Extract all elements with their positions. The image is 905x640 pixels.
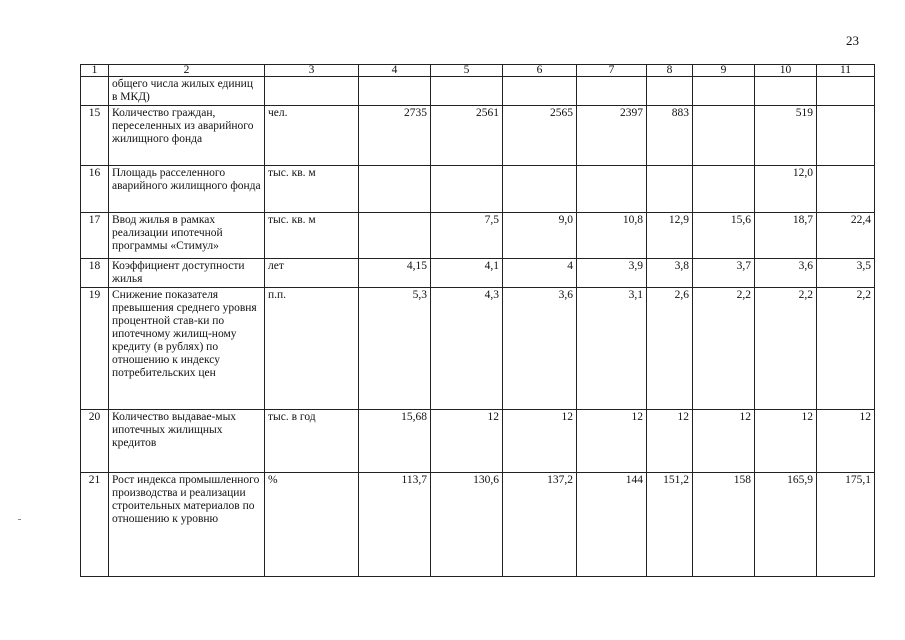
unit-cell: тыс. кв. м	[265, 213, 359, 259]
value-cell: 2,2	[693, 288, 755, 410]
value-cell	[693, 77, 755, 106]
header-cell: 4	[359, 65, 431, 77]
value-cell	[431, 77, 503, 106]
value-cell: 12	[431, 410, 503, 473]
table-row	[81, 473, 875, 577]
header-cell: 2	[109, 65, 265, 77]
unit-cell: тыс. кв. м	[265, 166, 359, 213]
row-number: 21	[81, 473, 109, 577]
indicator-name: общего числа жилых единиц в МКД)	[109, 77, 265, 106]
value-cell: 4	[503, 259, 577, 288]
table-row	[81, 288, 875, 410]
value-cell: 519	[755, 106, 817, 166]
header-cell: 8	[647, 65, 693, 77]
value-cell	[577, 77, 647, 106]
value-cell: 175,1	[817, 473, 875, 577]
value-cell: 10,8	[577, 213, 647, 259]
row-number: 16	[81, 166, 109, 213]
value-cell: 7,5	[431, 213, 503, 259]
value-cell	[817, 166, 875, 213]
page-number: 23	[846, 33, 859, 48]
value-cell: 3,6	[503, 288, 577, 410]
value-cell: 4,1	[431, 259, 503, 288]
value-cell: 2,2	[755, 288, 817, 410]
value-cell: 15,68	[359, 410, 431, 473]
table-row	[81, 410, 875, 473]
header-cell: 9	[693, 65, 755, 77]
value-cell: 3,9	[577, 259, 647, 288]
indicators-table	[80, 64, 875, 577]
header-cell: 3	[265, 65, 359, 77]
header-cell: 6	[503, 65, 577, 77]
header-cell: 7	[577, 65, 647, 77]
value-cell	[431, 166, 503, 213]
header-cell: 11	[817, 65, 875, 77]
header-row	[81, 65, 875, 77]
indicator-name: Коэффициент доступности жилья	[109, 259, 265, 288]
value-cell	[359, 77, 431, 106]
value-cell	[817, 106, 875, 166]
row-number: 20	[81, 410, 109, 473]
table-body	[81, 65, 875, 577]
value-cell: 22,4	[817, 213, 875, 259]
value-cell: 2,6	[647, 288, 693, 410]
value-cell: 12	[577, 410, 647, 473]
indicator-name: Ввод жилья в рамках реализации ипотечной программы «Стимул»	[109, 213, 265, 259]
value-cell: 12,0	[755, 166, 817, 213]
value-cell: 3,7	[693, 259, 755, 288]
value-cell: 3,1	[577, 288, 647, 410]
unit-cell: %	[265, 473, 359, 577]
row-number: 19	[81, 288, 109, 410]
value-cell: 12,9	[647, 213, 693, 259]
table-row	[81, 166, 875, 213]
value-cell: 12	[503, 410, 577, 473]
value-cell	[755, 77, 817, 106]
value-cell: 2735	[359, 106, 431, 166]
unit-cell: чел.	[265, 106, 359, 166]
value-cell: 144	[577, 473, 647, 577]
value-cell: 12	[693, 410, 755, 473]
value-cell: 12	[755, 410, 817, 473]
value-cell: 4,15	[359, 259, 431, 288]
indicator-name: Снижение показателя превышения среднего уровня процентной став-ки по ипотечному жилищ-ному кредиту (в рублях) по отношению к индексу потребительских цен	[109, 288, 265, 410]
value-cell: 9,0	[503, 213, 577, 259]
indicator-name: Количество выдавае-мых ипотечных жилищных кредитов	[109, 410, 265, 473]
value-cell: 113,7	[359, 473, 431, 577]
value-cell: 3,6	[755, 259, 817, 288]
value-cell	[577, 166, 647, 213]
table-row	[81, 77, 875, 106]
table-row	[81, 213, 875, 259]
row-number	[81, 77, 109, 106]
value-cell	[647, 166, 693, 213]
table-row	[81, 259, 875, 288]
value-cell: 5,3	[359, 288, 431, 410]
value-cell	[359, 166, 431, 213]
value-cell	[359, 213, 431, 259]
value-cell	[503, 166, 577, 213]
value-cell	[503, 77, 577, 106]
indicator-name: Площадь расселенного аварийного жилищного фонда	[109, 166, 265, 213]
value-cell: 18,7	[755, 213, 817, 259]
value-cell: 2397	[577, 106, 647, 166]
value-cell: 3,5	[817, 259, 875, 288]
value-cell: 2,2	[817, 288, 875, 410]
value-cell: 12	[817, 410, 875, 473]
value-cell: 3,8	[647, 259, 693, 288]
header-cell: 1	[81, 65, 109, 77]
value-cell: 883	[647, 106, 693, 166]
value-cell: 151,2	[647, 473, 693, 577]
value-cell: 2565	[503, 106, 577, 166]
indicator-name: Рост индекса промышленного производства и реализации строительных материалов по отношению к уровню	[109, 473, 265, 577]
value-cell: 130,6	[431, 473, 503, 577]
value-cell: 2561	[431, 106, 503, 166]
row-number: 15	[81, 106, 109, 166]
row-number: 18	[81, 259, 109, 288]
value-cell	[647, 77, 693, 106]
header-cell: 5	[431, 65, 503, 77]
value-cell	[817, 77, 875, 106]
unit-cell	[265, 77, 359, 106]
unit-cell: п.п.	[265, 288, 359, 410]
unit-cell: тыс. в год	[265, 410, 359, 473]
value-cell	[693, 166, 755, 213]
value-cell: 4,3	[431, 288, 503, 410]
header-cell: 10	[755, 65, 817, 77]
value-cell	[693, 106, 755, 166]
value-cell: 12	[647, 410, 693, 473]
value-cell: 165,9	[755, 473, 817, 577]
margin-mark	[18, 519, 21, 520]
value-cell: 158	[693, 473, 755, 577]
row-number: 17	[81, 213, 109, 259]
table-row	[81, 106, 875, 166]
unit-cell: лет	[265, 259, 359, 288]
value-cell: 137,2	[503, 473, 577, 577]
indicator-name: Количество граждан, переселенных из аварийного жилищного фонда	[109, 106, 265, 166]
value-cell: 15,6	[693, 213, 755, 259]
